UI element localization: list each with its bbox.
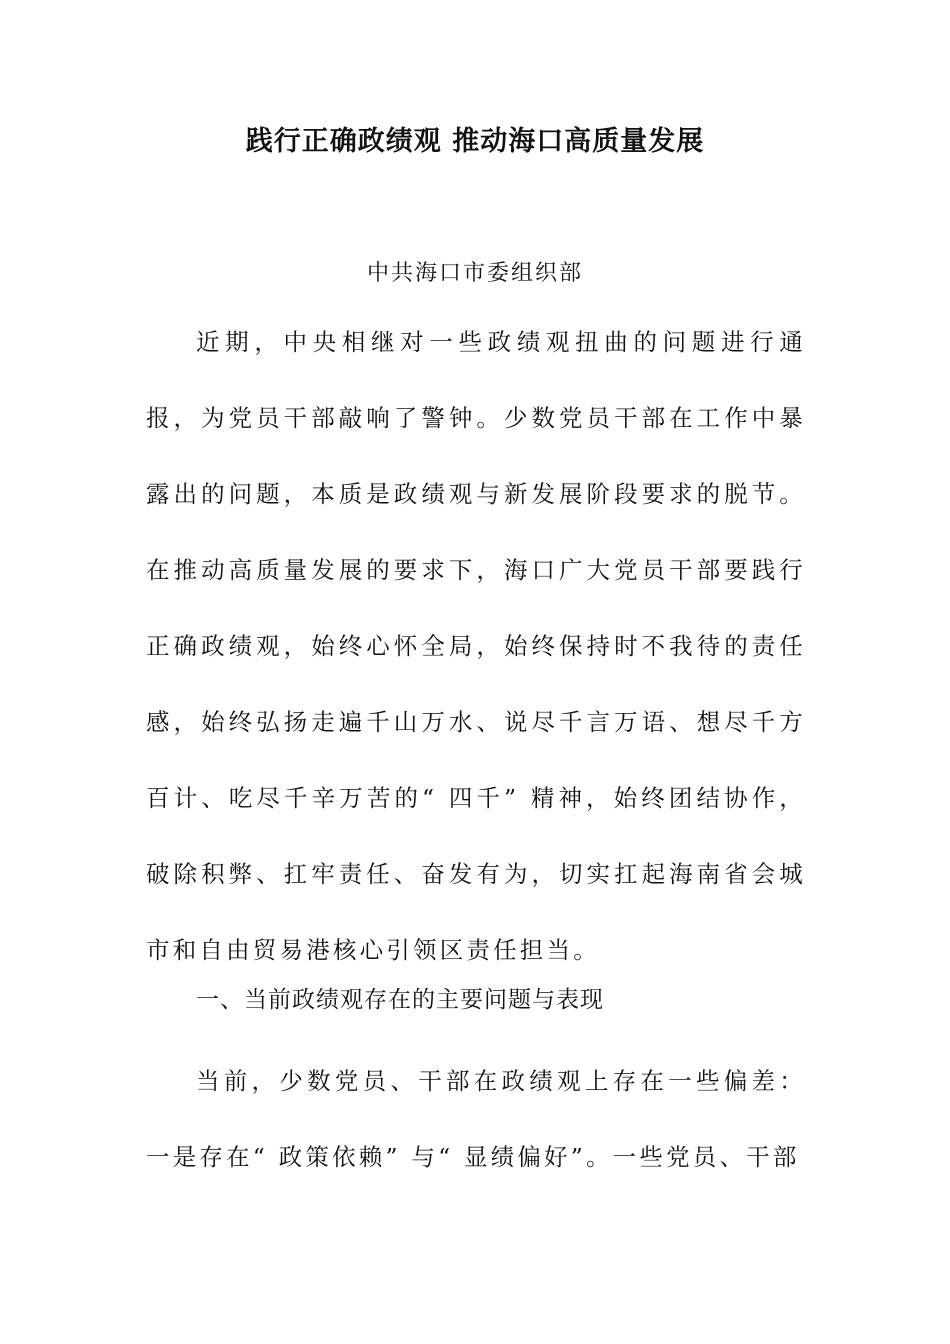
body-paragraph-1-block	[146, 304, 806, 988]
document-title: 践行正确政绩观 推动海口高质量发展	[245, 126, 705, 157]
body-paragraph: 当前，少数党员、干部在政绩观上存在一些偏差：一是存在“ 政策依赖” 与“ 显绩偏好”。一些党员、干部	[146, 1067, 806, 1171]
body-paragraph: 近期，中央相继对一些政绩观扭曲的问题进行通报，为党员干部敲响了警钟。少数党员干部在工作中暴露出的问题，本质是政绩观与新发展阶段要求的脱节。在推动高质量发展的要求下，海口广大党员干部要践行正确政绩观，始终心怀全局，始终保持时不我待的责任感，始终弘扬走遍千山万水、说尽千言万语、想尽千方百计、吃尽千辛万苦的“ 四千” 精神，始终团结协作，破除积弊、扛牢责任、奋发有为，切实扛起海南省会城市和自由贸易港核心引领区责任担当。	[146, 328, 806, 964]
body-paragraph-2-block	[146, 1043, 806, 1195]
section-heading: 一、当前政绩观存在的主要问题与表现	[196, 987, 604, 1013]
document-author: 中共海口市委组织部	[366, 261, 583, 286]
